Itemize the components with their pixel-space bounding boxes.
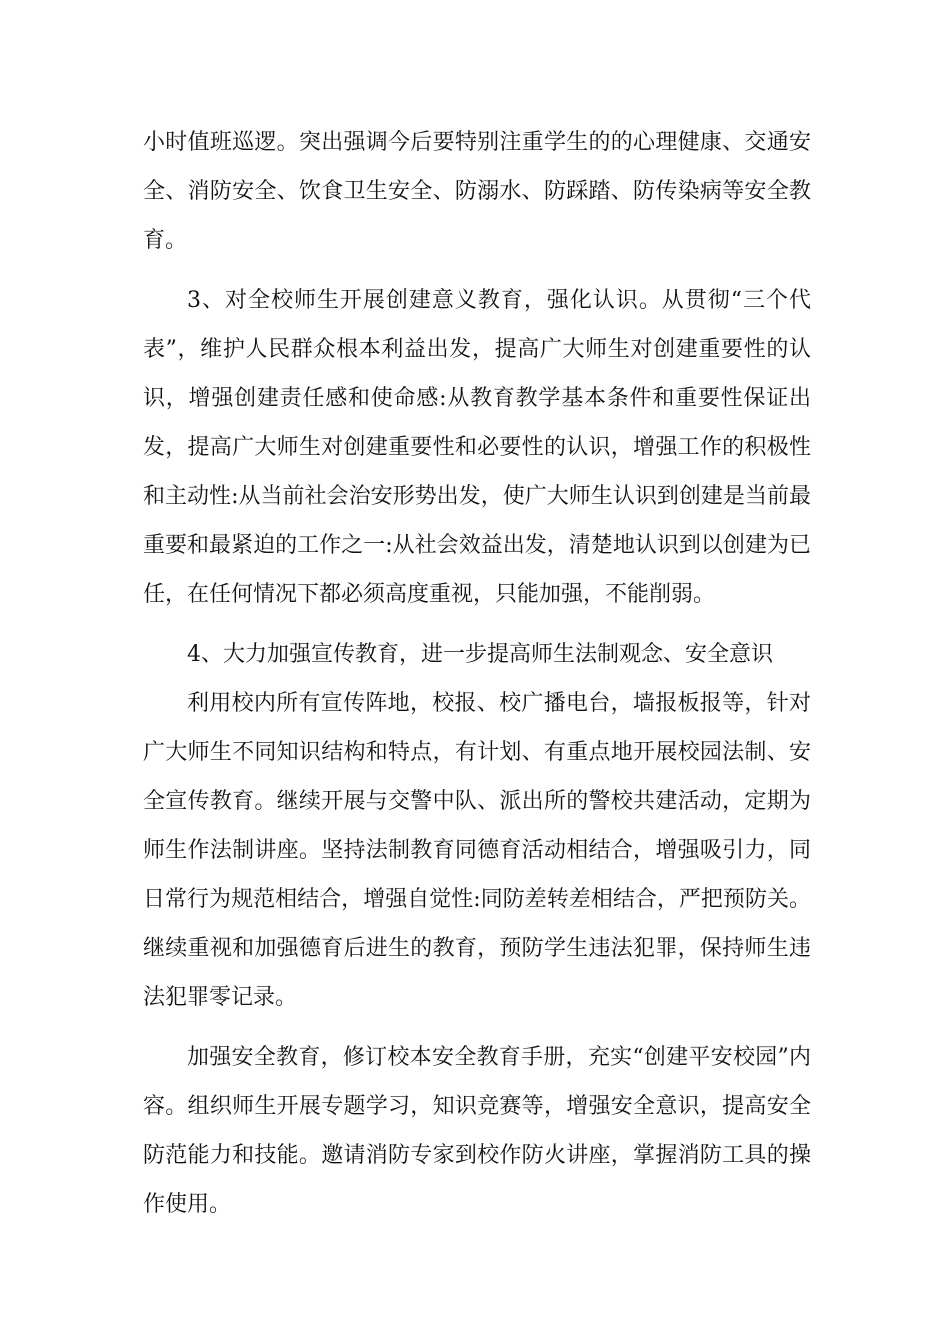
paragraph-safety-manual: 加强安全教育，修订校本安全教育手册，充实“创建平安校园”内容。组织师生开展专题学习，知识竞赛等，增强安全意识，提高安全防范能力和技能。邀请消防专家到校作防火讲座，掌握消防工具的操作使用。 xyxy=(143,1045,811,1217)
paragraph-publicity-education: 利用校内所有宣传阵地，校报、校广播电台，墙报板报等，针对广大师生不同知识结构和特点，有计划、有重点地开展校园法制、安全宣传教育。继续开展与交警中队、派出所的警校共建活动，定期为师生作法制讲座。坚持法制教育同德育活动相结合，增强吸引力，同日常行为规范相结合，增强自觉性:同防差转差相结合，严把预防关。继续重视和加强德育后进生的教育，预防学生违法犯罪，保持师生违法犯罪零记录。 xyxy=(143,691,811,1010)
document-page xyxy=(143,118,811,1229)
paragraph-point-3: 3、对全校师生开展创建意义教育，强化认识。从贯彻“三个代表”，维护人民群众根本利益出发，提高广大师生对创建重要性的认识，增强创建责任感和使命感:从教育教学基本条件和重要性保证出发，提高广大师生对创建重要性和必要性的认识，增强工作的积极性和主动性:从当前社会治安形势出发，使广大师生认识到创建是当前最重要和最紧迫的工作之一:从社会效益出发，清楚地认识到以创建为已任，在任何情况下都必须高度重视，只能加强，不能削弱。 xyxy=(143,288,811,607)
paragraph-safety-education-continued: 小时值班巡逻。突出强调今后要特别注重学生的的心理健康、交通安全、消防安全、饮食卫生安全、防溺水、防踩踏、防传染病等安全教育。 xyxy=(143,130,811,253)
paragraph-point-4-heading: 4、大力加强宣传教育，进一步提高师生法制观念、安全意识 xyxy=(187,642,773,667)
